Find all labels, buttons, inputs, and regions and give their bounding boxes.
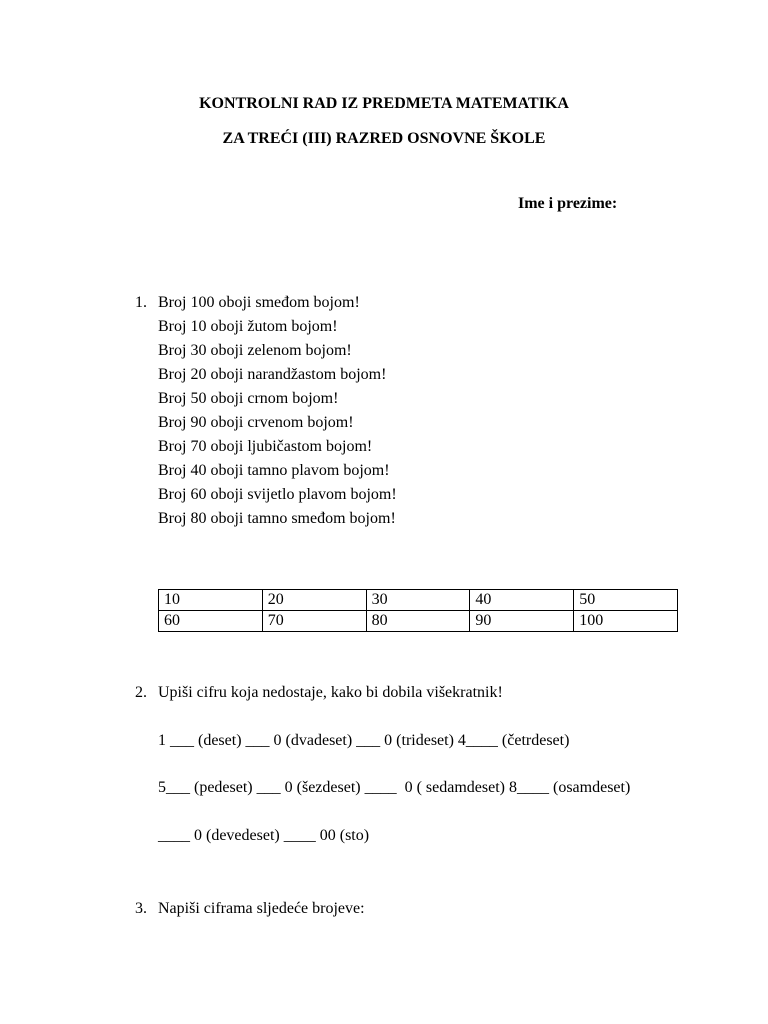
question-2-number: 2. — [135, 684, 147, 701]
question-2-line-3: ____ 0 (devedeset) ____ 00 (sto) — [158, 827, 370, 844]
table-row — [159, 590, 678, 611]
table-cell: 20 — [262, 590, 366, 611]
list-item: Broj 10 oboji žutom bojom! — [158, 318, 338, 335]
table-cell: 100 — [574, 611, 678, 632]
title-line-2: ZA TREĆI (III) RAZRED OSNOVNE ŠKOLE — [222, 130, 546, 147]
list-item: Broj 60 oboji svijetlo plavom bojom! — [158, 486, 397, 503]
table-cell: 10 — [159, 590, 263, 611]
question-3-prompt: Napiši ciframa sljedeće brojeve: — [158, 900, 365, 917]
table-cell: 60 — [159, 611, 263, 632]
list-item: Broj 50 oboji crnom bojom! — [158, 390, 339, 407]
table-cell: 50 — [574, 590, 678, 611]
table-cell: 40 — [470, 590, 574, 611]
table-cell: 90 — [470, 611, 574, 632]
question-2-line-1: 1 ___ (deset) ___ 0 (dvadeset) ___ 0 (trideset) 4____ (četrdeset) — [158, 732, 570, 749]
number-grid-table — [158, 589, 678, 632]
table-cell: 80 — [366, 611, 470, 632]
table-cell: 30 — [366, 590, 470, 611]
list-item: Broj 100 oboji smeđom bojom! — [158, 294, 360, 311]
question-3-number: 3. — [135, 900, 147, 917]
list-item: Broj 80 oboji tamno smeđom bojom! — [158, 510, 396, 527]
title-line-1: KONTROLNI RAD IZ PREDMETA MATEMATIKA — [199, 95, 569, 112]
list-item: Broj 40 oboji tamno plavom bojom! — [158, 462, 390, 479]
question-1-number: 1. — [135, 294, 147, 311]
question-2-line-2: 5___ (pedeset) ___ 0 (šezdeset) ____ 0 ( sedamdeset) 8____ (osamdeset) — [158, 779, 631, 796]
list-item: Broj 90 oboji crvenom bojom! — [158, 414, 354, 431]
question-1-list — [158, 293, 397, 533]
table-row — [159, 611, 678, 632]
name-label: Ime i prezime: — [518, 195, 618, 212]
list-item: Broj 30 oboji zelenom bojom! — [158, 342, 352, 359]
question-2-prompt: Upiši cifru koja nedostaje, kako bi dobila višekratnik! — [158, 684, 503, 701]
table-cell: 70 — [262, 611, 366, 632]
list-item: Broj 20 oboji narandžastom bojom! — [158, 366, 387, 383]
list-item: Broj 70 oboji ljubičastom bojom! — [158, 438, 373, 455]
